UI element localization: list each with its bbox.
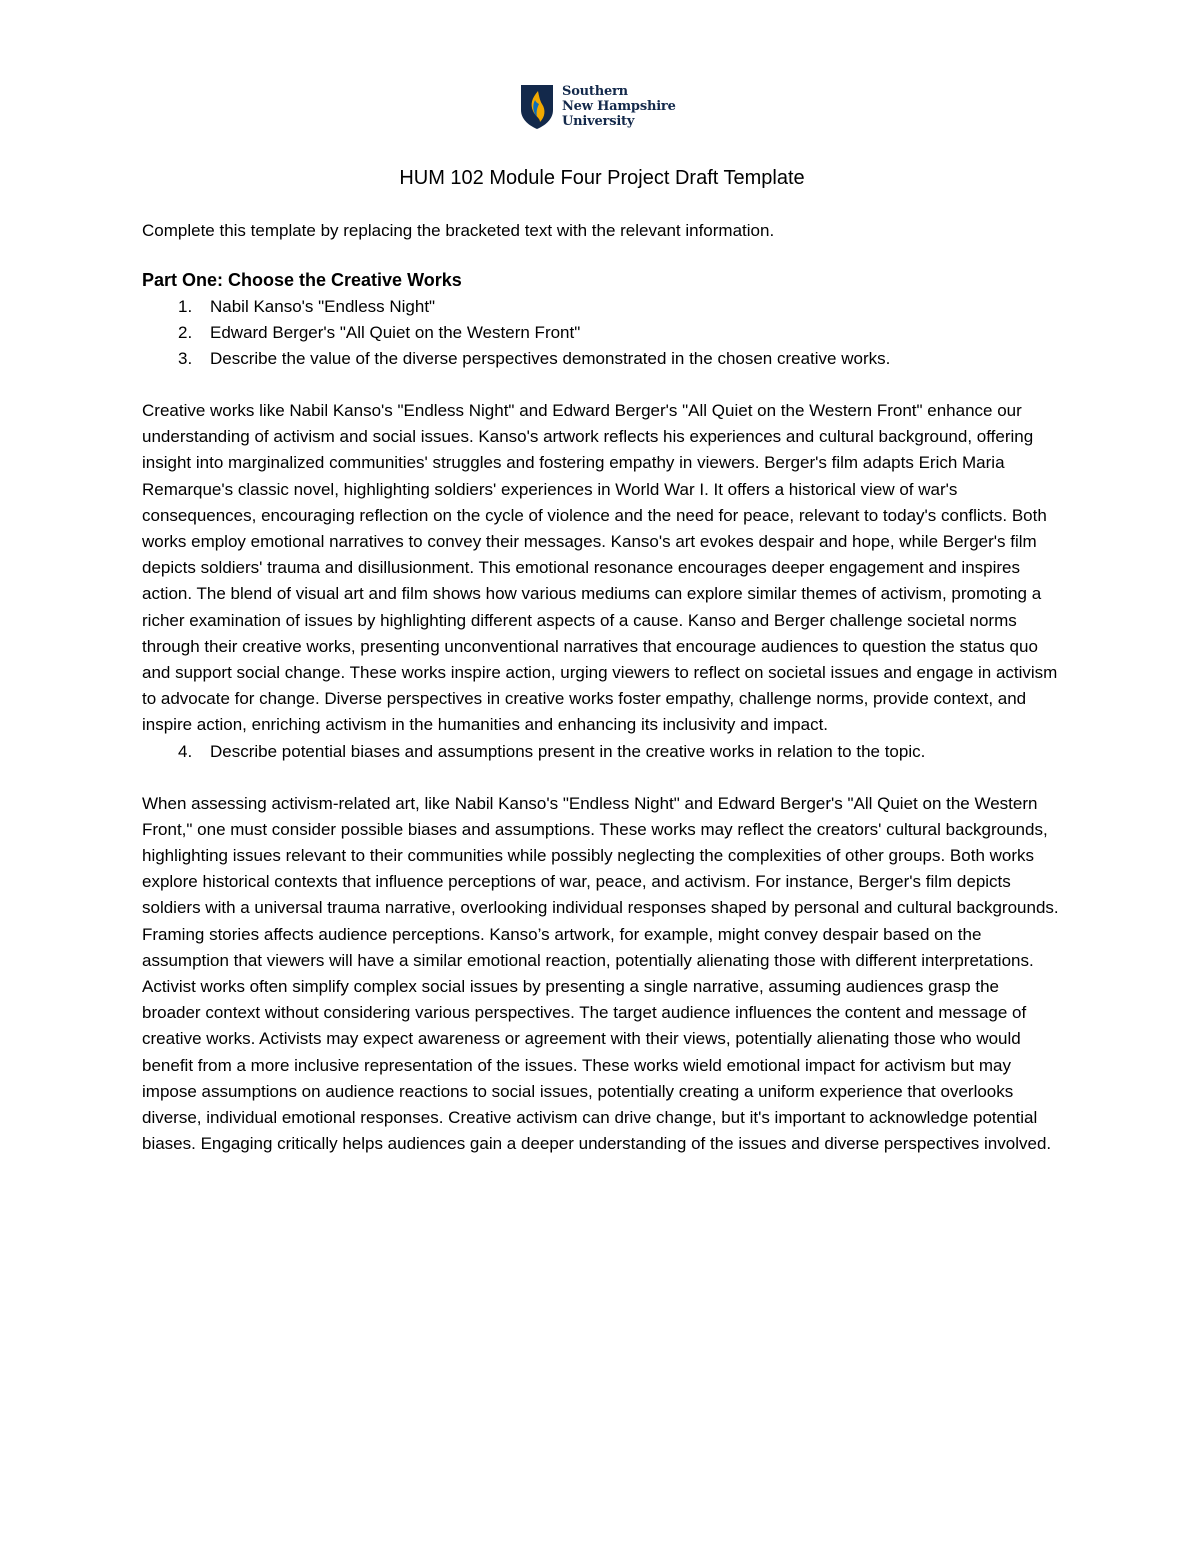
list-item xyxy=(142,739,1062,765)
response-paragraph-1: Creative works like Nabil Kanso's "Endless Night" and Edward Berger's "All Quiet on the Western Front" enhance our understanding of activism and social issues. Kanso's artwork reflects his experiences and cultural background, offering insight into marginalized communities' struggles and fostering empathy in viewers. Berger's film adapts Erich Maria Remarque's classic novel, highlighting soldiers' experiences in World War I. It offers a historical view of war's consequences, encouraging reflection on the cycle of violence and the need for peace, relevant to today's conflicts. Both works employ emotional narratives to convey their messages. Kanso's art evokes despair and hope, while Berger's film depicts soldiers' trauma and disillusionment. This emotional resonance encourages deeper engagement and inspires action. The blend of visual art and film shows how various mediums can explore similar themes of activism, promoting a richer examination of issues by highlighting different aspects of a cause. Kanso and Berger challenge societal norms through their creative works, presenting unconventional narratives that encourage audiences to question the status quo and support social change. These works inspire action, urging viewers to reflect on societal issues and engage in activism to advocate for change. Diverse perspectives in creative works foster empathy, challenge norms, provide context, and inspire action, enriching activism in the humanities and enhancing its inclusivity and impact. xyxy=(142,401,1058,735)
instructions-text: Complete this template by replacing the bracketed text with the relevant information. xyxy=(142,221,775,240)
shield-flame-icon xyxy=(520,84,554,130)
numbered-list xyxy=(142,739,1062,765)
logo-line-1: Southern xyxy=(562,84,628,99)
list-item xyxy=(142,346,1062,372)
response-paragraph-2: When assessing activism-related art, like Nabil Kanso's "Endless Night" and Edward Berger's "All Quiet on the Western Front," one must consider possible biases and assumptions. These works may reflect the creators' cultural backgrounds, highlighting issues relevant to their communities while possibly neglecting the complexities of other groups. Both works explore historical contexts that influence perceptions of war, peace, and activism. For instance, Berger's film depicts soldiers with a universal trauma narrative, overlooking individual responses shaped by personal and cultural backgrounds. Framing stories affects audience perceptions. Kanso’s artwork, for example, might convey despair based on the assumption that viewers will have a similar emotional reaction, potentially alienating those with different interpretations. Activist works often simplify complex social issues by presenting a single narrative, assuming audiences grasp the broader context without considering various perspectives. The target audience influences the content and message of creative works. Activists may expect awareness or agreement with their views, potentially alienating those who would benefit from a more inclusive representation of the issues. These works wield emotional impact for activism but may impose assumptions on audience reactions to social issues, potentially creating a uniform experience that overlooks diverse, individual emotional responses. Creative activism can drive change, but it's important to acknowledge potential biases. Engaging critically helps audiences gain a deeper understanding of the issues and diverse perspectives involved. xyxy=(142,793,1059,1154)
list-item-text: Describe potential biases and assumptions present in the creative works in relation to the topic. xyxy=(210,741,926,761)
list-item xyxy=(142,294,1062,320)
logo-line-2: New Hampshire xyxy=(562,99,676,114)
document-title: HUM 102 Module Four Project Draft Template xyxy=(399,167,805,189)
logo-wordmark xyxy=(562,84,676,129)
logo-line-3: University xyxy=(562,114,635,129)
document-body xyxy=(142,162,1062,1157)
list-item xyxy=(142,320,1062,346)
list-number: 2. xyxy=(178,323,193,342)
university-logo xyxy=(520,84,690,134)
numbered-list xyxy=(142,294,1062,372)
list-item-text: Edward Berger's "All Quiet on the Western Front" xyxy=(210,323,581,342)
list-number: 4. xyxy=(178,741,193,761)
part-one-heading: Part One: Choose the Creative Works xyxy=(142,270,462,290)
list-number: 3. xyxy=(178,349,193,368)
list-number: 1. xyxy=(178,297,193,316)
list-item-text: Describe the value of the diverse perspectives demonstrated in the chosen creative works. xyxy=(210,349,891,368)
list-item-text: Nabil Kanso's "Endless Night" xyxy=(210,297,436,316)
